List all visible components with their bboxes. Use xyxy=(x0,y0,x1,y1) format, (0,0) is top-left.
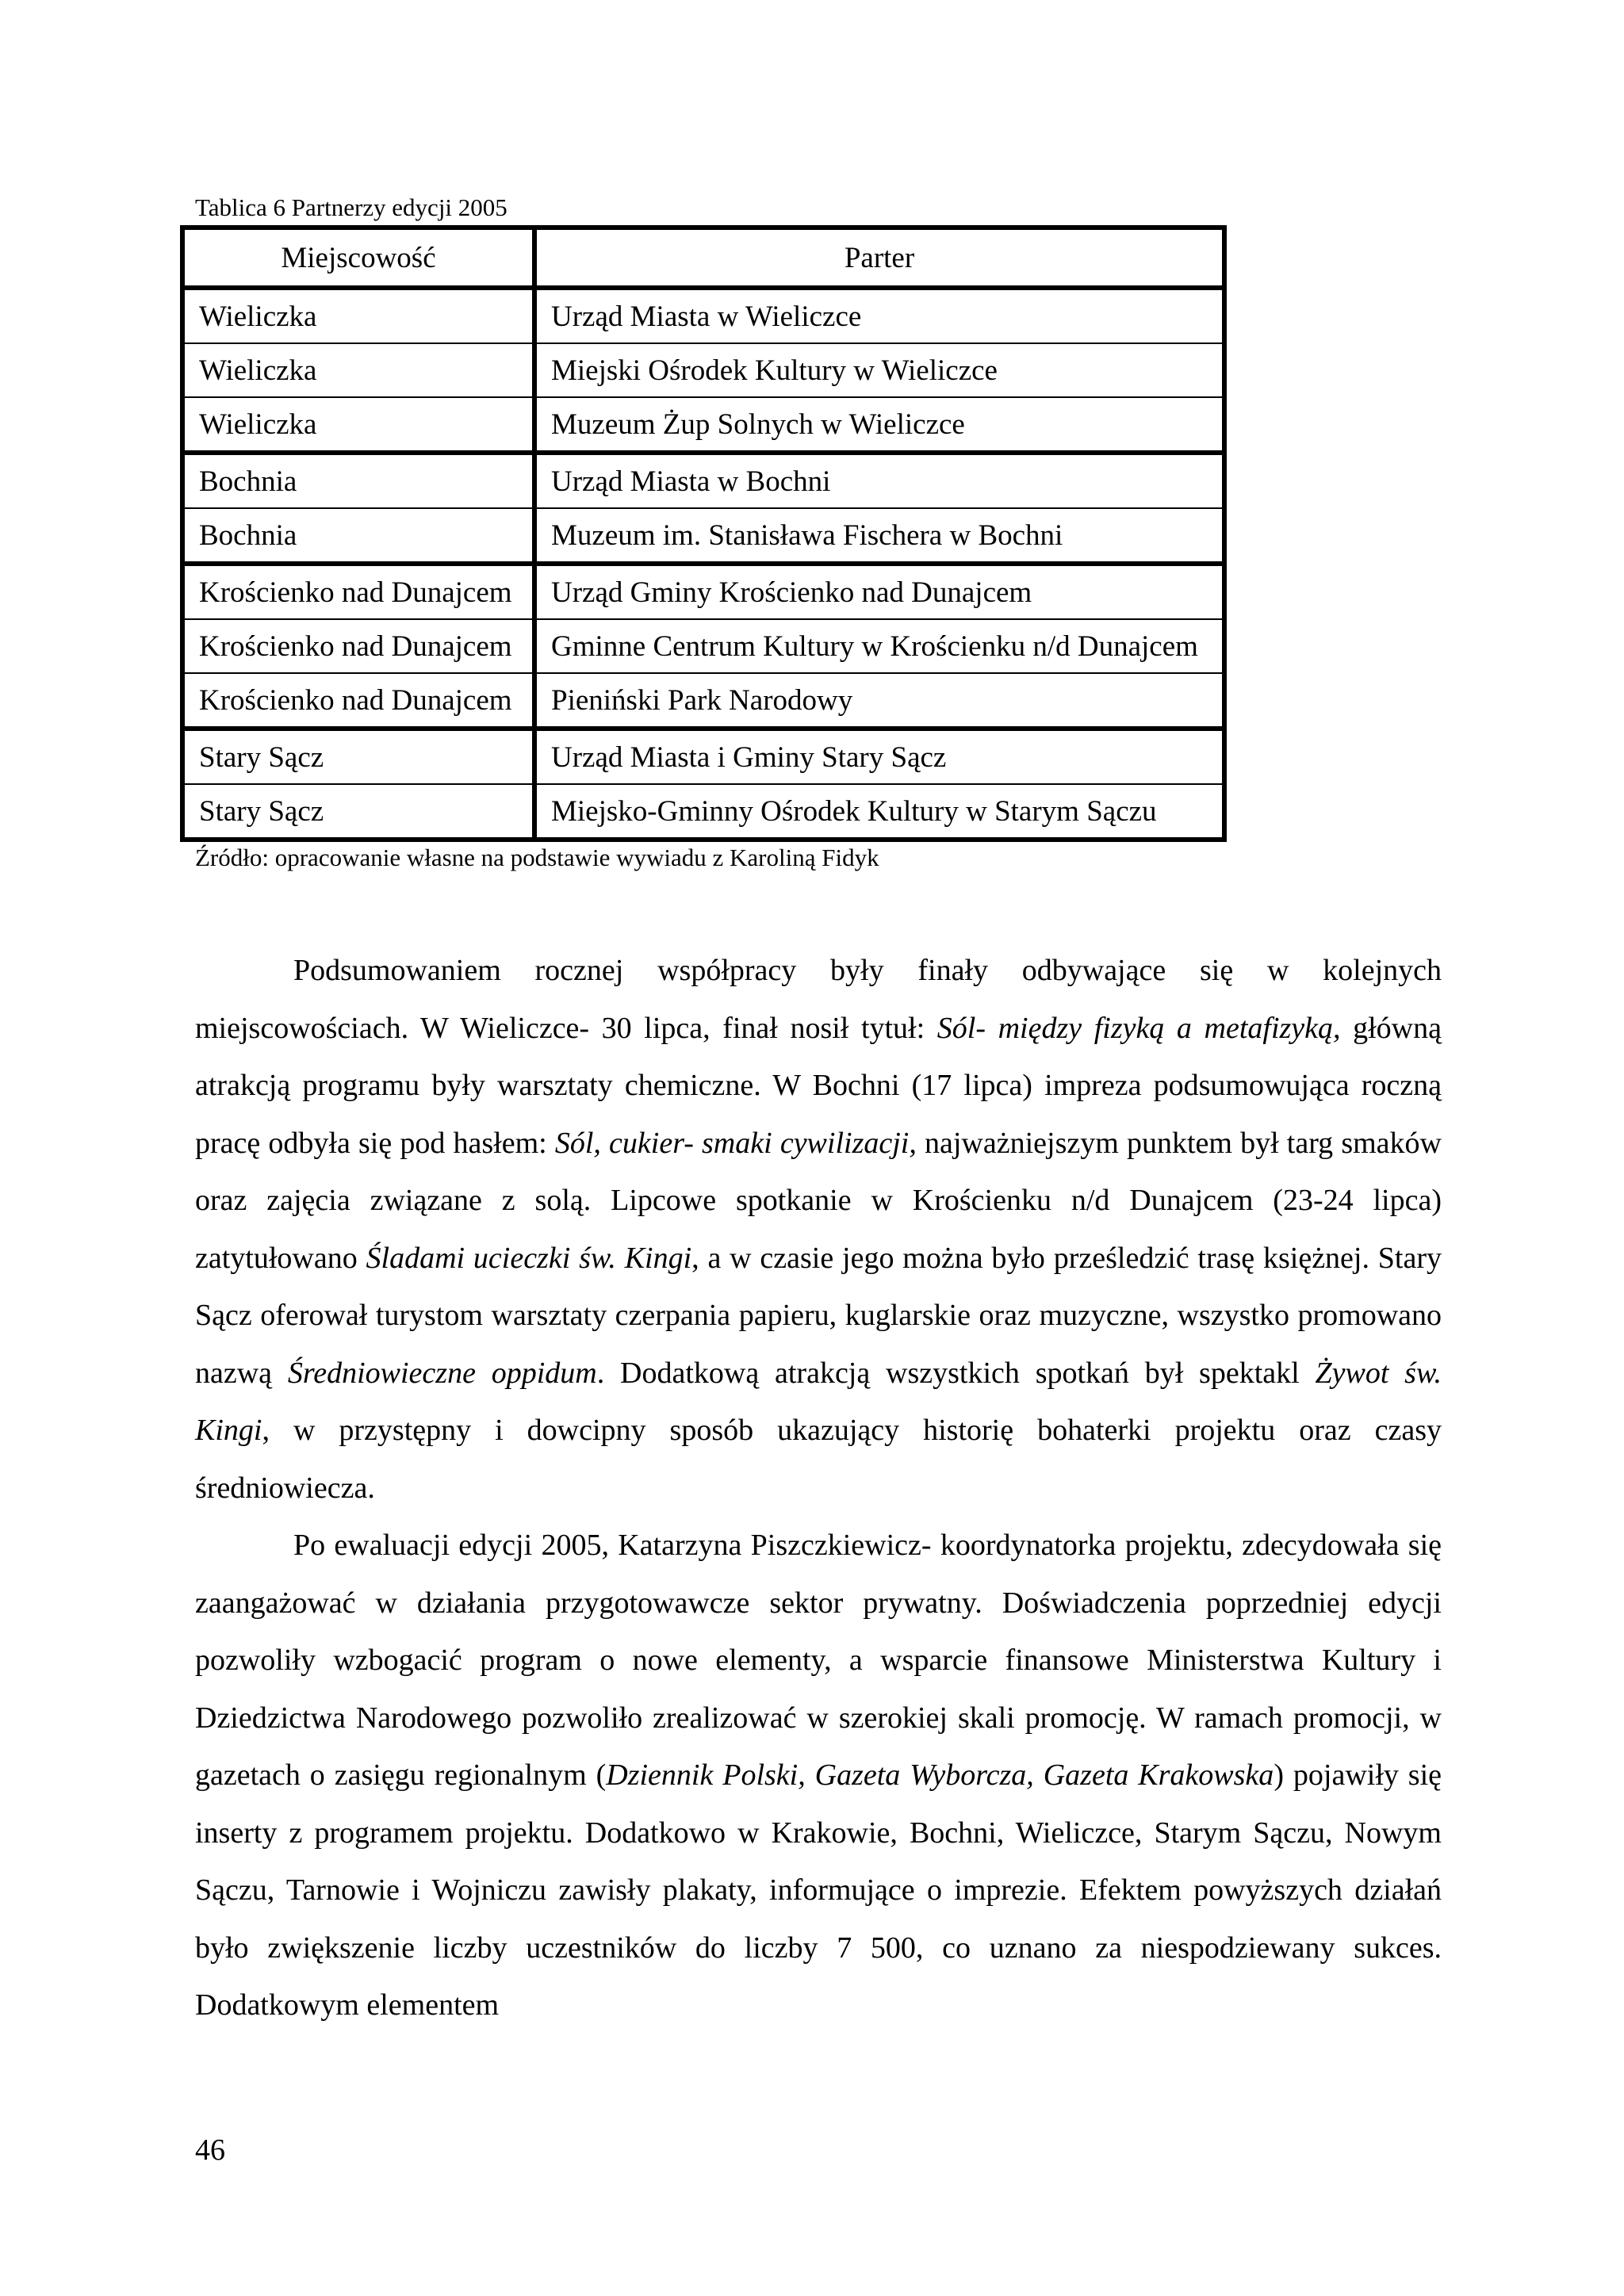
cell-partner: Muzeum im. Stanisława Fischera w Bochni xyxy=(534,508,1224,564)
cell-partner: Urząd Gminy Krościenko nad Dunajcem xyxy=(534,564,1224,619)
italic-title: Żywot św. Kingi xyxy=(195,1356,1442,1447)
table-row xyxy=(182,673,1224,729)
table-row xyxy=(182,343,1224,397)
table-row xyxy=(182,619,1224,673)
italic-title: Śladami ucieczki św. Kingi xyxy=(366,1241,692,1275)
cell-partner: Muzeum Żup Solnych w Wieliczce xyxy=(534,397,1224,453)
italic-title: Sól, cukier- smaki cywilizacji, xyxy=(554,1126,917,1160)
cell-locality: Krościenko nad Dunajcem xyxy=(182,619,534,673)
text-run: najważniejszym punktem był targ smaków oraz zajęcia związane z solą. Lipcowe spotkanie w Krościenku n/d Dunajcem (23-24 lipca) zatytułowano xyxy=(195,1126,1442,1275)
cell-locality: Wieliczka xyxy=(182,343,534,397)
italic-title: Dziennik Polski, Gazeta Wyborcza, Gazeta Krakowska xyxy=(606,1758,1274,1792)
page-number: 46 xyxy=(195,2133,225,2167)
cell-locality: Stary Sącz xyxy=(182,729,534,784)
table-row xyxy=(182,784,1224,840)
table-row xyxy=(182,288,1224,343)
cell-locality: Krościenko nad Dunajcem xyxy=(182,564,534,619)
table-source-note: Źródło: opracowanie własne na podstawie wywiadu z Karoliną Fidyk xyxy=(195,844,879,871)
paragraph xyxy=(195,942,1442,1517)
table-row xyxy=(182,729,1224,784)
italic-title: Średniowieczne oppidum xyxy=(287,1356,597,1390)
table-header-row xyxy=(182,228,1224,288)
text-run: ) pojawiły się inserty z programem projektu. Dodatkowo w Krakowie, Bochni, Wieliczce, Starym Sączu, Nowym Sączu, Tarnowie i Wojniczu zawisły plakaty, informujące o imprezie. Efektem powyższych działań było zwiększenie liczby uczestników do liczby 7 500, co uznano za niespodziewany sukces. Dodatkowym elementem xyxy=(195,1758,1442,2022)
text-run: . Dodatkową atrakcją wszystkich spotkań był spektakl xyxy=(596,1356,1316,1390)
text-run: Podsumowaniem rocznej współpracy były finały odbywające się w kolejnych miejscowościach. W Wieliczce- 30 lipca, finał nosił tytuł: xyxy=(195,954,1442,1045)
text-run: , w przystępny i dowcipny sposób ukazujący historię bohaterki projektu oraz czasy średniowiecza. xyxy=(195,1414,1442,1505)
italic-title: Sól- między fizyką a metafizyką, xyxy=(936,1011,1341,1045)
table-row xyxy=(182,453,1224,508)
cell-locality: Stary Sącz xyxy=(182,784,534,840)
text-run: , a w czasie jego można było prześledzić trasę księżnej. Stary Sącz oferował turystom warsztaty czerpania papieru, kuglarskie oraz muzyczne, wszystko promowano nazwą xyxy=(195,1241,1442,1390)
body-text xyxy=(195,942,1442,2034)
text-run: Po ewaluacji edycji 2005, Katarzyna Piszczkiewicz- koordynatorka projektu, zdecydowała się zaangażować w działania przygotowawcze sektor prywatny. Doświadczenia poprzedniej edycji pozwoliły wzbogacić program o nowe elementy, a wsparcie finansowe Ministerstwa Kultury i Dziedzictwa Narodowego pozwoliło zrealizować w szerokiej skali promocję. W ramach promocji, w gazetach o zasięgu regionalnym ( xyxy=(195,1529,1442,1792)
cell-locality: Krościenko nad Dunajcem xyxy=(182,673,534,729)
table-row xyxy=(182,508,1224,564)
partners-table xyxy=(180,225,1227,842)
table-row xyxy=(182,397,1224,453)
text-run: główną atrakcją programu były warsztaty chemiczne. W Bochni (17 lipca) impreza podsumowująca roczną pracę odbyła się pod hasłem: xyxy=(195,1011,1442,1160)
cell-locality: Wieliczka xyxy=(182,288,534,343)
table-row xyxy=(182,564,1224,619)
cell-partner: Urząd Miasta w Wieliczce xyxy=(534,288,1224,343)
header-partner: Parter xyxy=(534,228,1224,288)
cell-partner: Urząd Miasta i Gminy Stary Sącz xyxy=(534,729,1224,784)
cell-partner: Urząd Miasta w Bochni xyxy=(534,453,1224,508)
cell-partner: Miejsko-Gminny Ośrodek Kultury w Starym Sączu xyxy=(534,784,1224,840)
table-caption: Tablica 6 Partnerzy edycji 2005 xyxy=(195,193,508,221)
cell-locality: Bochnia xyxy=(182,453,534,508)
paragraph xyxy=(195,1517,1442,2034)
cell-locality: Wieliczka xyxy=(182,397,534,453)
cell-partner: Miejski Ośrodek Kultury w Wieliczce xyxy=(534,343,1224,397)
cell-partner: Pieniński Park Narodowy xyxy=(534,673,1224,729)
cell-locality: Bochnia xyxy=(182,508,534,564)
cell-partner: Gminne Centrum Kultury w Krościenku n/d Dunajcem xyxy=(534,619,1224,673)
header-locality: Miejscowość xyxy=(182,228,534,288)
